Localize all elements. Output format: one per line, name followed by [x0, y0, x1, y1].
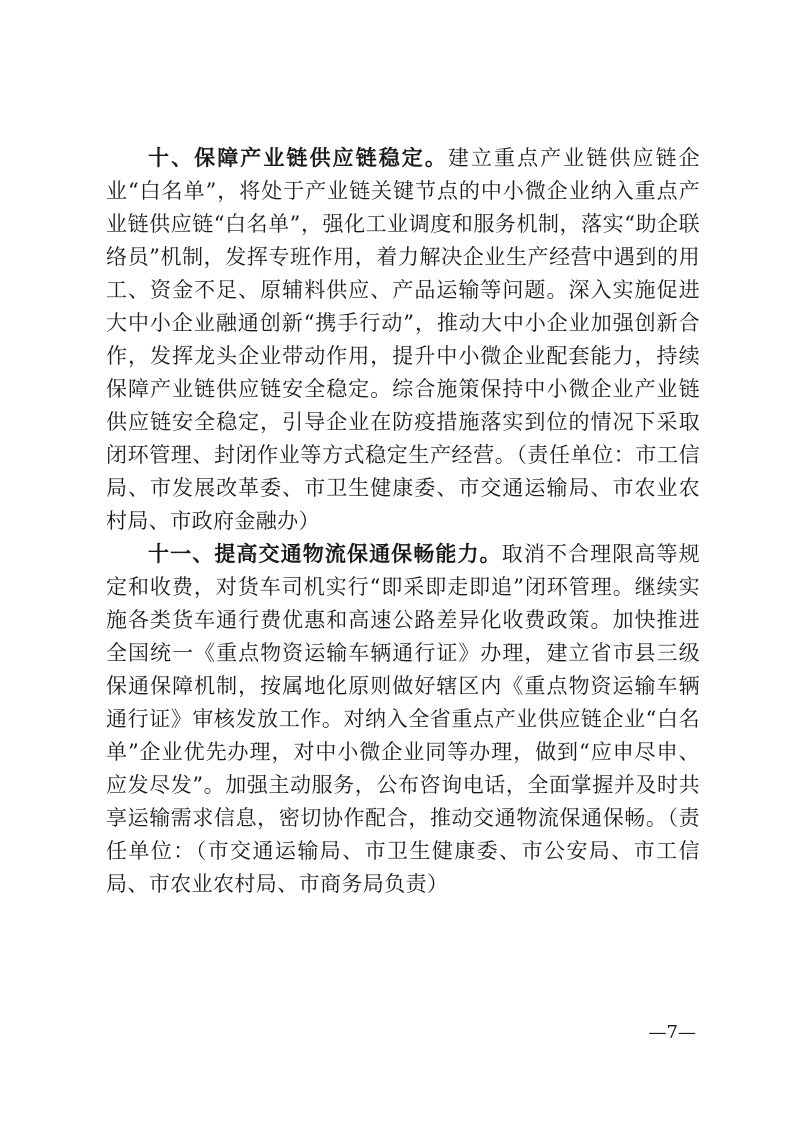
section-eleven-paragraph — [106, 538, 700, 901]
section-ten-text: 建立重点产业链供应链企业“白名单”，将处于产业链关键节点的中小微企业纳入重点产业链供应链“白名单”，强化工业调度和服务机制，落实“助企联络员”机制，发挥专班作用，着力解决企业生产经营中遇到的用工、资金不足、原辅料供应、产品运输等问题。深入实施促进大中小企业融通创新“携手行动”，推动大中小企业加强创新合作，发挥龙头企业带动作用，提升中小微企业配套能力，持续保障产业链供应链安全稳定。综合施策保持中小微企业产业链供应链安全稳定，引导企业在防疫措施落实到位的情况下采取闭环管理、封闭作业等方式稳定生产经营。（责任单位：市工信局、市发展改革委、市卫生健康委、市交通运输局、市农业农村局、市政府金融办） — [106, 146, 700, 533]
section-eleven-text: 取消不合理限高等规定和收费，对货车司机实行“即采即走即追”闭环管理。继续实施各类货车通行费优惠和高速公路差异化收费政策。加快推进全国统一《重点物资运输车辆通行证》办理，建立省市县三级保通保障机制，按属地化原则做好辖区内《重点物资运输车辆通行证》审核发放工作。对纳入全省重点产业供应链企业“白名单”企业优先办理，对中小微企业同等办理，做到“应申尽申、应发尽发”。加强主动服务，公布咨询电话，全面掌握并及时共享运输需求信息，密切协作配合，推动交通物流保通保畅。（责任单位：（市交通运输局、市卫生健康委、市公安局、市工信局、市农业农村局、市商务局负责） — [106, 542, 700, 896]
section-eleven-heading: 十一、提高交通物流保通保畅能力。 — [148, 542, 502, 566]
document-body — [106, 142, 700, 901]
section-ten-heading: 十、保障产业链供应链稳定。 — [148, 146, 448, 170]
page-number: —7— — [648, 1022, 696, 1043]
section-ten-paragraph — [106, 142, 700, 538]
